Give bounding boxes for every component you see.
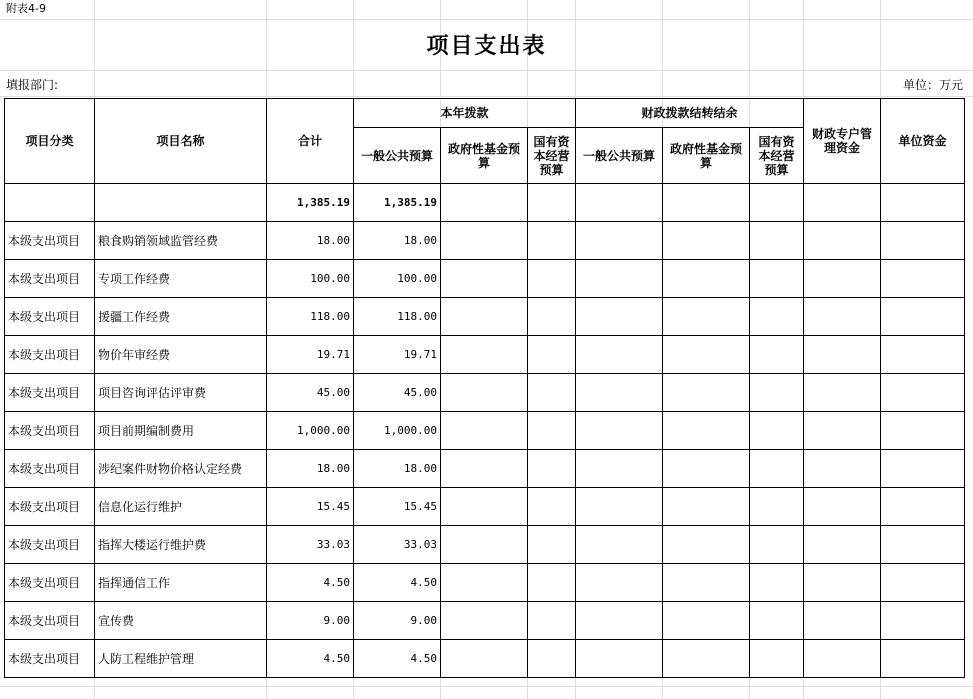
row-total: 18.00: [267, 222, 354, 260]
table-row: [5, 336, 965, 374]
table-cell: [750, 640, 804, 678]
table-cell: [441, 602, 528, 640]
table-cell: [576, 260, 663, 298]
header-total: 合计: [267, 99, 354, 184]
table-cell: [576, 526, 663, 564]
table-cell: [881, 222, 965, 260]
table-cell: [804, 374, 881, 412]
table-cell: [528, 526, 576, 564]
row-general-budget: 45.00: [354, 374, 441, 412]
table-cell: [804, 412, 881, 450]
table-cell: [881, 336, 965, 374]
row-category: 本级支出项目: [5, 222, 95, 260]
table-cell: [750, 260, 804, 298]
row-general-budget: 18.00: [354, 450, 441, 488]
table-cell: [441, 336, 528, 374]
table-cell: [528, 184, 576, 222]
row-project-name: 粮食购销领域监管经费: [95, 222, 267, 260]
row-general-budget: 1,000.00: [354, 412, 441, 450]
table-cell: [663, 602, 750, 640]
table-cell: [528, 222, 576, 260]
table-cell: [528, 412, 576, 450]
table-cell: [441, 222, 528, 260]
row-general-budget: 33.03: [354, 526, 441, 564]
table-cell: [881, 298, 965, 336]
header-name: 项目名称: [95, 99, 267, 184]
row-category: 本级支出项目: [5, 260, 95, 298]
row-project-name: 涉纪案件财物价格认定经费: [95, 450, 267, 488]
header-state-capital: 国有资本经营预算: [528, 128, 576, 184]
table-cell: [528, 564, 576, 602]
table-cell: [881, 526, 965, 564]
table-row: [5, 412, 965, 450]
total-amount: 1,385.19: [267, 184, 354, 222]
table-cell: [750, 412, 804, 450]
table-cell: [750, 336, 804, 374]
row-total: 15.45: [267, 488, 354, 526]
row-category: 本级支出项目: [5, 602, 95, 640]
header-category: 项目分类: [5, 99, 95, 184]
row-project-name: 信息化运行维护: [95, 488, 267, 526]
row-category: 本级支出项目: [5, 374, 95, 412]
table-cell: [881, 450, 965, 488]
table-cell: [663, 412, 750, 450]
header-carry-general-budget: 一般公共预算: [576, 128, 663, 184]
table-cell: [5, 184, 95, 222]
table-row: [5, 298, 965, 336]
table-cell: [663, 336, 750, 374]
row-general-budget: 19.71: [354, 336, 441, 374]
table-cell: [663, 526, 750, 564]
table-row: [5, 260, 965, 298]
department-label: 填报部门:: [6, 78, 59, 92]
table-cell: [750, 374, 804, 412]
table-cell: [441, 184, 528, 222]
table-cell: [663, 488, 750, 526]
row-general-budget: 100.00: [354, 260, 441, 298]
row-total: 4.50: [267, 640, 354, 678]
table-cell: [881, 184, 965, 222]
table-cell: [528, 298, 576, 336]
table-cell: [576, 488, 663, 526]
table-cell: [576, 412, 663, 450]
table-cell: [576, 640, 663, 678]
table-cell: [663, 260, 750, 298]
table-cell: [576, 450, 663, 488]
table-cell: [750, 488, 804, 526]
table-cell: [441, 488, 528, 526]
unit-label: 单位：万元: [902, 78, 963, 92]
row-general-budget: 18.00: [354, 222, 441, 260]
table-cell: [528, 602, 576, 640]
row-category: 本级支出项目: [5, 526, 95, 564]
table-cell: [804, 602, 881, 640]
table-cell: [881, 564, 965, 602]
row-category: 本级支出项目: [5, 336, 95, 374]
table-cell: [881, 488, 965, 526]
table-row: [5, 450, 965, 488]
table-cell: [804, 260, 881, 298]
table-cell: [881, 412, 965, 450]
page-title: 项目支出表: [426, 34, 547, 59]
row-project-name: 项目咨询评估评审费: [95, 374, 267, 412]
table-cell: [663, 298, 750, 336]
table-cell: [804, 526, 881, 564]
table-cell: [663, 374, 750, 412]
row-total: 4.50: [267, 564, 354, 602]
row-project-name: 项目前期编制费用: [95, 412, 267, 450]
header-general-budget: 一般公共预算: [354, 128, 441, 184]
table-cell: [663, 450, 750, 488]
table-cell: [441, 450, 528, 488]
table-cell: [804, 184, 881, 222]
row-category: 本级支出项目: [5, 412, 95, 450]
table-cell: [441, 298, 528, 336]
row-total: 19.71: [267, 336, 354, 374]
table-cell: [804, 450, 881, 488]
table-cell: [881, 374, 965, 412]
table-cell: [576, 602, 663, 640]
table-cell: [441, 640, 528, 678]
table-cell: [881, 260, 965, 298]
table-cell: [881, 602, 965, 640]
appendix-note: 附表4-9: [6, 2, 46, 15]
row-project-name: 专项工作经费: [95, 260, 267, 298]
table-cell: [95, 184, 267, 222]
table-cell: [528, 260, 576, 298]
row-general-budget: 4.50: [354, 640, 441, 678]
row-total: 18.00: [267, 450, 354, 488]
table-cell: [576, 336, 663, 374]
table-cell: [441, 526, 528, 564]
header-current-year: 本年拨款: [354, 99, 576, 128]
row-project-name: 指挥大楼运行维护费: [95, 526, 267, 564]
table-cell: [804, 336, 881, 374]
table-row: [5, 222, 965, 260]
table-cell: [804, 298, 881, 336]
table-row: [5, 640, 965, 678]
header-unit-fund: 单位资金: [881, 99, 965, 184]
row-category: 本级支出项目: [5, 450, 95, 488]
table-cell: [750, 298, 804, 336]
table-cell: [441, 374, 528, 412]
table-cell: [750, 450, 804, 488]
table-cell: [441, 564, 528, 602]
row-general-budget: 15.45: [354, 488, 441, 526]
row-total: 33.03: [267, 526, 354, 564]
table-cell: [528, 374, 576, 412]
header-gov-fund: 政府性基金预算: [441, 128, 528, 184]
table-row: [5, 602, 965, 640]
table-cell: [576, 298, 663, 336]
row-project-name: 人防工程维护管理: [95, 640, 267, 678]
table-cell: [576, 564, 663, 602]
table-cell: [804, 640, 881, 678]
row-project-name: 指挥通信工作: [95, 564, 267, 602]
row-category: 本级支出项目: [5, 564, 95, 602]
table-cell: [528, 488, 576, 526]
gridline: [0, 70, 973, 71]
table-cell: [750, 222, 804, 260]
row-total: 45.00: [267, 374, 354, 412]
row-category: 本级支出项目: [5, 298, 95, 336]
gridline: [0, 19, 973, 20]
table-cell: [663, 222, 750, 260]
table-cell: [528, 640, 576, 678]
totals-row: [5, 184, 965, 222]
table-cell: [576, 222, 663, 260]
row-project-name: 援疆工作经费: [95, 298, 267, 336]
table-cell: [750, 564, 804, 602]
row-category: 本级支出项目: [5, 488, 95, 526]
row-general-budget: 9.00: [354, 602, 441, 640]
row-category: 本级支出项目: [5, 640, 95, 678]
table-row: [5, 526, 965, 564]
table-cell: [441, 260, 528, 298]
row-project-name: 物价年审经费: [95, 336, 267, 374]
table-row: [5, 488, 965, 526]
table-cell: [881, 640, 965, 678]
expenditure-table: [4, 98, 965, 678]
table-row: [5, 374, 965, 412]
row-project-name: 宣传费: [95, 602, 267, 640]
gridline: [0, 686, 973, 687]
table-cell: [528, 336, 576, 374]
row-total: 118.00: [267, 298, 354, 336]
table-cell: [441, 412, 528, 450]
row-general-budget: 4.50: [354, 564, 441, 602]
header-special-fund: 财政专户管理资金: [804, 99, 881, 184]
table-cell: [528, 450, 576, 488]
table-cell: [804, 488, 881, 526]
row-total: 9.00: [267, 602, 354, 640]
table-cell: [576, 184, 663, 222]
header-carry-state-capital: 国有资本经营预算: [750, 128, 804, 184]
table-row: [5, 564, 965, 602]
header-carryover: 财政拨款结转结余: [576, 99, 804, 128]
row-total: 1,000.00: [267, 412, 354, 450]
row-total: 100.00: [267, 260, 354, 298]
table-cell: [750, 526, 804, 564]
table-cell: [750, 184, 804, 222]
table-cell: [804, 564, 881, 602]
table-cell: [804, 222, 881, 260]
row-general-budget: 118.00: [354, 298, 441, 336]
table-cell: [663, 184, 750, 222]
table-cell: [663, 564, 750, 602]
table-cell: [663, 640, 750, 678]
total-general-budget: 1,385.19: [354, 184, 441, 222]
header-carry-gov-fund: 政府性基金预算: [663, 128, 750, 184]
table-cell: [750, 602, 804, 640]
gridline: [0, 96, 973, 97]
table-cell: [576, 374, 663, 412]
